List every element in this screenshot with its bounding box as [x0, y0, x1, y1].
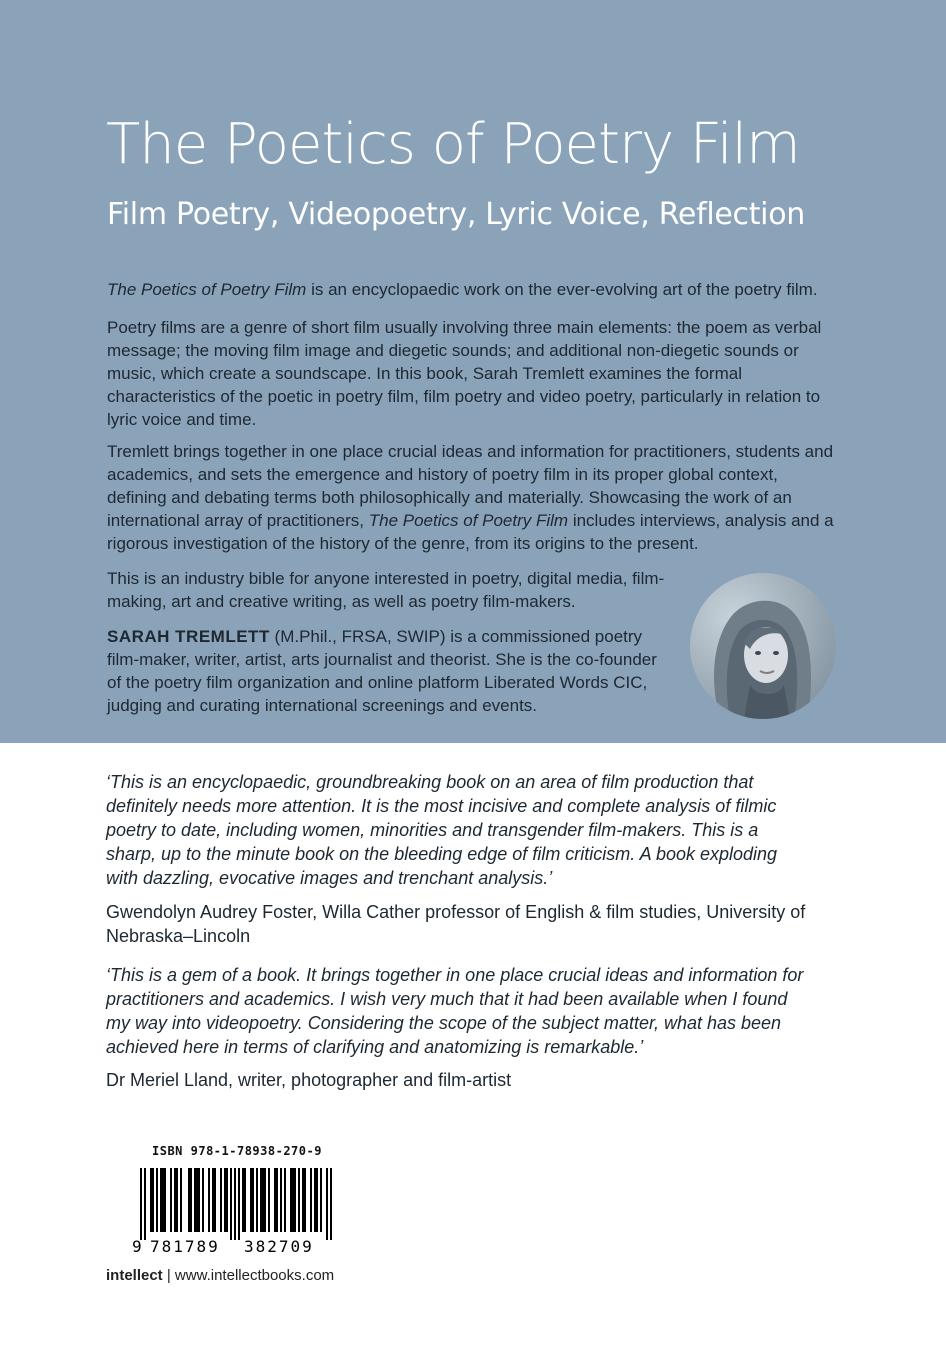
description-intro-text: is an encyclopaedic work on the ever-evolving art of the poetry film.: [306, 280, 818, 299]
barcode-bar: [164, 1168, 166, 1232]
author-portrait: [690, 573, 836, 719]
barcode-bar: [152, 1168, 154, 1232]
barcode-bar: [268, 1168, 270, 1232]
context-text-start: Tremlett brings together in one place crucial ideas and information for practitioners, students and academics, and sets the emergence and history of poetry film in its proper global context, defining and debating terms both philosophically and materially. Showcasing the work of an international array of practitioners,: [107, 442, 834, 530]
barcode-bar: [244, 1168, 246, 1232]
review-attribution-2: Dr Meriel Lland, writer, photographer and film-artist: [106, 1070, 512, 1090]
barcode-bar: [150, 1168, 152, 1232]
context-text-end: includes interviews, analysis and a rigorous investigation of the history of the genre, from its origins to the present.: [107, 511, 834, 553]
barcode-bar: [162, 1168, 164, 1232]
publisher-separator: |: [162, 1267, 175, 1284]
barcode-bar: [298, 1168, 300, 1232]
publisher-name: intellect: [106, 1267, 163, 1284]
barcode-bar: [292, 1168, 294, 1232]
barcode-bar: [280, 1168, 282, 1232]
isbn-label: ISBN 978-1-78938-270-9: [152, 1144, 322, 1158]
barcode-digit-lead: 9: [132, 1237, 142, 1256]
barcode-bar: [316, 1168, 318, 1232]
author-bio: [107, 625, 667, 717]
review-attribution-1: Gwendolyn Audrey Foster, Willa Cather professor of English & film studies, University of Nebraska–Lincoln: [106, 902, 806, 946]
barcode-bar: [144, 1168, 146, 1240]
author-name: SARAH TREMLETT: [107, 627, 270, 646]
barcode-bar: [190, 1168, 192, 1232]
review-quote-2: ‘This is a gem of a book. It brings together in one place crucial ideas and information for practitioners and academics. I wish very much that it had been available when I found my way into videopoetry. Considering the scope of the subject matter, what has been achieved here in terms of clarifying and anatomizing is remarkable.’: [106, 965, 804, 1057]
author-bio-text: (M.Phil., FRSA, SWIP) is a commissioned poetry film-maker, writer, artist, arts journalist and theorist. She is the co-founder of the poetry film organization and online platform Liberated Words CIC, judging and curating international screenings and events.: [107, 627, 657, 715]
barcode-bar: [194, 1168, 196, 1232]
review-quote-1: ‘This is an encyclopaedic, groundbreaking book on an area of film production that definitely needs more attention. It is the most incisive and complete analysis of filmic poetry to date, including women, minorities and transgender film-makers. This is a sharp, up to the minute book on the bleeding edge of film criticism. A book exploding with dazzling, evocative images and trenchant analysis.’: [106, 772, 778, 888]
barcode-bar: [294, 1168, 296, 1232]
description-audience-paragraph: This is an industry bible for anyone interested in poetry, digital media, film-making, art and creative writing, as well as poetry film-makers.: [107, 569, 665, 611]
barcode-bar: [176, 1168, 178, 1232]
barcode-bar: [264, 1168, 266, 1232]
barcode-bar: [242, 1168, 244, 1232]
barcode-bar: [198, 1168, 200, 1232]
book-title: The Poetics of Poetry Film: [106, 112, 800, 177]
barcode-bar: [302, 1168, 304, 1232]
barcode-bar: [212, 1168, 214, 1232]
barcode-bar: [226, 1168, 228, 1232]
barcode-bar: [156, 1168, 158, 1232]
barcode-bar: [230, 1168, 232, 1240]
isbn-barcode: [128, 1160, 343, 1260]
barcode-digits-right: 382709: [244, 1237, 314, 1256]
barcode-bar: [140, 1168, 142, 1240]
publisher-line: [106, 1267, 334, 1284]
description-genre-paragraph: Poetry films are a genre of short film usually involving three main elements: the poem as verbal message; the moving film image and diegetic sounds; and additional non-diegetic sounds or music, which create a soundscape. In this book, Sarah Tremlett examines the formal characteristics of the poetic in poetry film, film poetry and video poetry, particularly in relation to lyric voice and time.: [107, 318, 822, 429]
barcode-bar: [174, 1168, 176, 1232]
barcode-bar: [160, 1168, 162, 1232]
description-intro: [107, 278, 837, 301]
barcode-digits-left: 781789: [150, 1237, 220, 1256]
portrait-illustration: [690, 573, 836, 719]
barcode-bar: [238, 1168, 240, 1240]
barcode-bar: [250, 1168, 252, 1232]
barcode-bar: [208, 1168, 210, 1232]
barcode-bar: [214, 1168, 216, 1232]
barcode-bar: [220, 1168, 222, 1232]
barcode-bar: [276, 1168, 278, 1232]
barcode-bar: [326, 1168, 328, 1240]
barcode-bar: [314, 1168, 316, 1232]
barcode-bar: [320, 1168, 322, 1232]
description-context-paragraph: [107, 440, 837, 555]
barcode-bar: [284, 1168, 286, 1232]
book-subtitle: Film Poetry, Videopoetry, Lyric Voice, Reflection: [107, 197, 805, 232]
barcode-bar: [188, 1168, 190, 1232]
barcode-bar: [330, 1168, 332, 1240]
barcode-bar: [252, 1168, 254, 1232]
barcode-bar: [224, 1168, 226, 1232]
barcode-bar: [170, 1168, 172, 1232]
barcode-bar: [234, 1168, 236, 1240]
book-title-italic-2: The Poetics of Poetry Film: [368, 511, 569, 530]
barcode-bar: [256, 1168, 258, 1232]
barcode-bar: [202, 1168, 204, 1232]
barcode-bar: [304, 1168, 306, 1232]
publisher-url[interactable]: www.intellectbooks.com: [174, 1267, 335, 1284]
barcode-bar: [274, 1168, 276, 1232]
book-title-italic: The Poetics of Poetry Film: [107, 280, 307, 299]
barcode-bar: [310, 1168, 312, 1232]
barcode-bar: [262, 1168, 264, 1232]
barcode-bar: [196, 1168, 198, 1232]
barcode-bar: [260, 1168, 262, 1232]
barcode-bar: [290, 1168, 292, 1232]
barcode-bar: [180, 1168, 182, 1232]
